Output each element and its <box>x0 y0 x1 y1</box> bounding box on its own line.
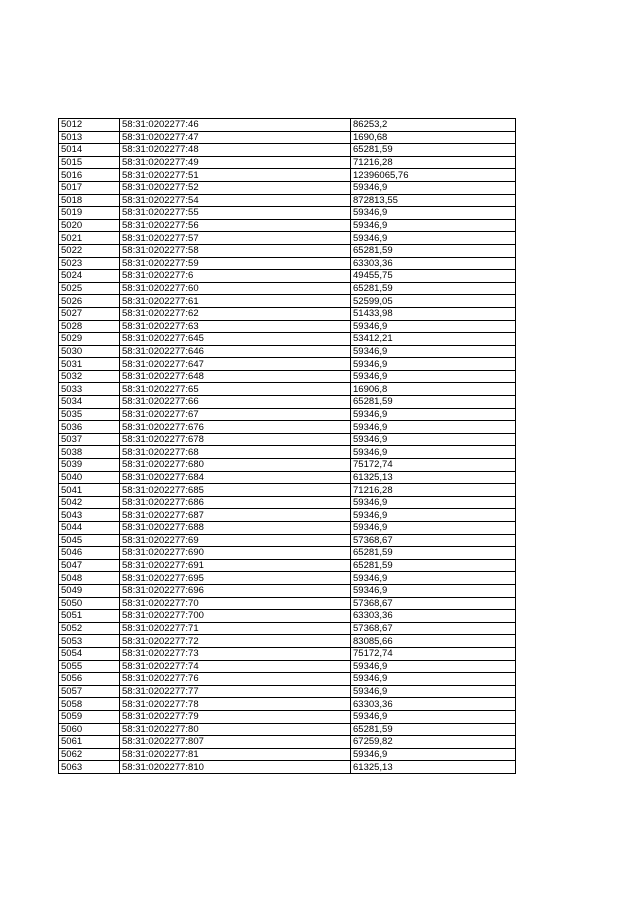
table-row <box>59 610 516 623</box>
cadastral-number-cell: 58:31:0202277:71 <box>120 622 351 635</box>
table-row <box>59 698 516 711</box>
cadastral-number-cell: 58:31:0202277:63 <box>120 320 351 333</box>
table-row <box>59 685 516 698</box>
table-row <box>59 748 516 761</box>
cadastral-number-cell: 58:31:0202277:687 <box>120 509 351 522</box>
row-number-cell: 5039 <box>59 459 120 472</box>
cadastral-number-cell: 58:31:0202277:685 <box>120 484 351 497</box>
cadastral-number-cell: 58:31:0202277:807 <box>120 736 351 749</box>
cadastral-number-cell: 58:31:0202277:76 <box>120 673 351 686</box>
cadastral-number-cell: 58:31:0202277:684 <box>120 471 351 484</box>
table-row <box>59 647 516 660</box>
table-row <box>59 522 516 535</box>
value-cell: 67259,82 <box>351 736 516 749</box>
value-cell: 65281,59 <box>351 559 516 572</box>
row-number-cell: 5047 <box>59 559 120 572</box>
table-row <box>59 295 516 308</box>
row-number-cell: 5040 <box>59 471 120 484</box>
row-number-cell: 5028 <box>59 320 120 333</box>
table-row <box>59 219 516 232</box>
table-row <box>59 131 516 144</box>
value-cell: 59346,9 <box>351 433 516 446</box>
row-number-cell: 5016 <box>59 169 120 182</box>
value-cell: 63303,36 <box>351 698 516 711</box>
cadastral-number-cell: 58:31:0202277:51 <box>120 169 351 182</box>
row-number-cell: 5060 <box>59 723 120 736</box>
value-cell: 59346,9 <box>351 710 516 723</box>
value-cell: 59346,9 <box>351 207 516 220</box>
row-number-cell: 5035 <box>59 408 120 421</box>
row-number-cell: 5043 <box>59 509 120 522</box>
row-number-cell: 5034 <box>59 396 120 409</box>
row-number-cell: 5053 <box>59 635 120 648</box>
cadastral-number-cell: 58:31:0202277:70 <box>120 597 351 610</box>
table-row <box>59 622 516 635</box>
table-row <box>59 207 516 220</box>
row-number-cell: 5024 <box>59 270 120 283</box>
table-row <box>59 257 516 270</box>
cadastral-number-cell: 58:31:0202277:78 <box>120 698 351 711</box>
row-number-cell: 5015 <box>59 156 120 169</box>
value-cell: 872813,55 <box>351 194 516 207</box>
table-row <box>59 320 516 333</box>
table-row <box>59 144 516 157</box>
row-number-cell: 5026 <box>59 295 120 308</box>
row-number-cell: 5038 <box>59 446 120 459</box>
value-cell: 63303,36 <box>351 257 516 270</box>
cadastral-number-cell: 58:31:0202277:80 <box>120 723 351 736</box>
value-cell: 59346,9 <box>351 673 516 686</box>
row-number-cell: 5021 <box>59 232 120 245</box>
value-cell: 59346,9 <box>351 181 516 194</box>
value-cell: 59346,9 <box>351 320 516 333</box>
row-number-cell: 5014 <box>59 144 120 157</box>
cadastral-number-cell: 58:31:0202277:66 <box>120 396 351 409</box>
row-number-cell: 5056 <box>59 673 120 686</box>
value-cell: 59346,9 <box>351 509 516 522</box>
cadastral-number-cell: 58:31:0202277:688 <box>120 522 351 535</box>
table-row <box>59 584 516 597</box>
row-number-cell: 5037 <box>59 433 120 446</box>
table-row <box>59 370 516 383</box>
table-row <box>59 383 516 396</box>
table-row <box>59 446 516 459</box>
table-row <box>59 433 516 446</box>
row-number-cell: 5013 <box>59 131 120 144</box>
row-number-cell: 5031 <box>59 358 120 371</box>
cadastral-number-cell: 58:31:0202277:77 <box>120 685 351 698</box>
cadastral-number-cell: 58:31:0202277:6 <box>120 270 351 283</box>
table-body <box>59 119 516 774</box>
row-number-cell: 5022 <box>59 244 120 257</box>
cadastral-number-cell: 58:31:0202277:69 <box>120 534 351 547</box>
row-number-cell: 5055 <box>59 660 120 673</box>
row-number-cell: 5025 <box>59 282 120 295</box>
value-cell: 65281,59 <box>351 723 516 736</box>
value-cell: 59346,9 <box>351 421 516 434</box>
row-number-cell: 5029 <box>59 333 120 346</box>
value-cell: 59346,9 <box>351 685 516 698</box>
value-cell: 61325,13 <box>351 471 516 484</box>
cadastral-number-cell: 58:31:0202277:79 <box>120 710 351 723</box>
table-row <box>59 509 516 522</box>
row-number-cell: 5030 <box>59 345 120 358</box>
value-cell: 61325,13 <box>351 761 516 774</box>
table-row <box>59 396 516 409</box>
value-cell: 59346,9 <box>351 584 516 597</box>
cadastral-number-cell: 58:31:0202277:72 <box>120 635 351 648</box>
cadastral-number-cell: 58:31:0202277:810 <box>120 761 351 774</box>
row-number-cell: 5062 <box>59 748 120 761</box>
table-row <box>59 723 516 736</box>
row-number-cell: 5027 <box>59 307 120 320</box>
table-row <box>59 244 516 257</box>
value-cell: 65281,59 <box>351 244 516 257</box>
table-row <box>59 572 516 585</box>
value-cell: 59346,9 <box>351 232 516 245</box>
value-cell: 49455,75 <box>351 270 516 283</box>
cadastral-number-cell: 58:31:0202277:54 <box>120 194 351 207</box>
table-row <box>59 307 516 320</box>
value-cell: 59346,9 <box>351 408 516 421</box>
cadastral-number-cell: 58:31:0202277:690 <box>120 547 351 560</box>
cadastral-number-cell: 58:31:0202277:648 <box>120 370 351 383</box>
cadastral-number-cell: 58:31:0202277:46 <box>120 119 351 132</box>
value-cell: 59346,9 <box>351 522 516 535</box>
table-row <box>59 559 516 572</box>
row-number-cell: 5041 <box>59 484 120 497</box>
row-number-cell: 5017 <box>59 181 120 194</box>
table-row <box>59 232 516 245</box>
cadastral-number-cell: 58:31:0202277:74 <box>120 660 351 673</box>
value-cell: 1690,68 <box>351 131 516 144</box>
value-cell: 52599,05 <box>351 295 516 308</box>
table-row <box>59 496 516 509</box>
table-row <box>59 156 516 169</box>
cadastral-number-cell: 58:31:0202277:55 <box>120 207 351 220</box>
table-row <box>59 761 516 774</box>
row-number-cell: 5032 <box>59 370 120 383</box>
value-cell: 86253,2 <box>351 119 516 132</box>
table-row <box>59 333 516 346</box>
table-row <box>59 459 516 472</box>
value-cell: 65281,59 <box>351 144 516 157</box>
value-cell: 57368,67 <box>351 622 516 635</box>
row-number-cell: 5050 <box>59 597 120 610</box>
value-cell: 63303,36 <box>351 610 516 623</box>
value-cell: 71216,28 <box>351 484 516 497</box>
table-row <box>59 194 516 207</box>
row-number-cell: 5012 <box>59 119 120 132</box>
table-row <box>59 736 516 749</box>
cadastral-number-cell: 58:31:0202277:646 <box>120 345 351 358</box>
table-row <box>59 345 516 358</box>
cadastral-number-cell: 58:31:0202277:73 <box>120 647 351 660</box>
value-cell: 51433,98 <box>351 307 516 320</box>
value-cell: 16906,8 <box>351 383 516 396</box>
table-row <box>59 597 516 610</box>
value-cell: 57368,67 <box>351 597 516 610</box>
table-row <box>59 534 516 547</box>
row-number-cell: 5048 <box>59 572 120 585</box>
cadastral-number-cell: 58:31:0202277:59 <box>120 257 351 270</box>
value-cell: 59346,9 <box>351 345 516 358</box>
table-row <box>59 710 516 723</box>
value-cell: 59346,9 <box>351 446 516 459</box>
cadastral-number-cell: 58:31:0202277:60 <box>120 282 351 295</box>
value-cell: 71216,28 <box>351 156 516 169</box>
cadastral-number-cell: 58:31:0202277:58 <box>120 244 351 257</box>
cadastral-number-cell: 58:31:0202277:49 <box>120 156 351 169</box>
row-number-cell: 5036 <box>59 421 120 434</box>
table-row <box>59 282 516 295</box>
value-cell: 53412,21 <box>351 333 516 346</box>
table-row <box>59 169 516 182</box>
value-cell: 59346,9 <box>351 219 516 232</box>
cadastral-number-cell: 58:31:0202277:56 <box>120 219 351 232</box>
value-cell: 65281,59 <box>351 282 516 295</box>
cadastral-number-cell: 58:31:0202277:47 <box>120 131 351 144</box>
cadastral-number-cell: 58:31:0202277:48 <box>120 144 351 157</box>
row-number-cell: 5052 <box>59 622 120 635</box>
table-row <box>59 660 516 673</box>
row-number-cell: 5023 <box>59 257 120 270</box>
cadastral-number-cell: 58:31:0202277:81 <box>120 748 351 761</box>
table-row <box>59 471 516 484</box>
table-row <box>59 421 516 434</box>
cadastral-number-cell: 58:31:0202277:676 <box>120 421 351 434</box>
value-cell: 65281,59 <box>351 547 516 560</box>
cadastral-number-cell: 58:31:0202277:65 <box>120 383 351 396</box>
cadastral-number-cell: 58:31:0202277:696 <box>120 584 351 597</box>
value-cell: 59346,9 <box>351 370 516 383</box>
value-cell: 59346,9 <box>351 496 516 509</box>
cadastral-number-cell: 58:31:0202277:645 <box>120 333 351 346</box>
value-cell: 59346,9 <box>351 660 516 673</box>
cadastral-number-cell: 58:31:0202277:680 <box>120 459 351 472</box>
row-number-cell: 5058 <box>59 698 120 711</box>
cadastral-number-cell: 58:31:0202277:57 <box>120 232 351 245</box>
cadastral-number-cell: 58:31:0202277:686 <box>120 496 351 509</box>
value-cell: 75172,74 <box>351 459 516 472</box>
cadastral-value-table <box>58 118 516 774</box>
value-cell: 59346,9 <box>351 358 516 371</box>
row-number-cell: 5044 <box>59 522 120 535</box>
row-number-cell: 5045 <box>59 534 120 547</box>
table-row <box>59 408 516 421</box>
cadastral-number-cell: 58:31:0202277:68 <box>120 446 351 459</box>
table-row <box>59 673 516 686</box>
row-number-cell: 5061 <box>59 736 120 749</box>
value-cell: 65281,59 <box>351 396 516 409</box>
value-cell: 75172,74 <box>351 647 516 660</box>
table-row <box>59 270 516 283</box>
row-number-cell: 5057 <box>59 685 120 698</box>
cadastral-number-cell: 58:31:0202277:67 <box>120 408 351 421</box>
row-number-cell: 5042 <box>59 496 120 509</box>
cadastral-number-cell: 58:31:0202277:62 <box>120 307 351 320</box>
row-number-cell: 5059 <box>59 710 120 723</box>
row-number-cell: 5020 <box>59 219 120 232</box>
table-row <box>59 181 516 194</box>
cadastral-number-cell: 58:31:0202277:647 <box>120 358 351 371</box>
cadastral-number-cell: 58:31:0202277:52 <box>120 181 351 194</box>
table-row <box>59 119 516 132</box>
table-row <box>59 358 516 371</box>
cadastral-number-cell: 58:31:0202277:695 <box>120 572 351 585</box>
row-number-cell: 5063 <box>59 761 120 774</box>
cadastral-number-cell: 58:31:0202277:700 <box>120 610 351 623</box>
value-cell: 12396065,76 <box>351 169 516 182</box>
cadastral-number-cell: 58:31:0202277:61 <box>120 295 351 308</box>
row-number-cell: 5019 <box>59 207 120 220</box>
row-number-cell: 5051 <box>59 610 120 623</box>
row-number-cell: 5054 <box>59 647 120 660</box>
table-row <box>59 484 516 497</box>
row-number-cell: 5033 <box>59 383 120 396</box>
value-cell: 57368,67 <box>351 534 516 547</box>
value-cell: 83085,66 <box>351 635 516 648</box>
cadastral-number-cell: 58:31:0202277:678 <box>120 433 351 446</box>
table-row <box>59 635 516 648</box>
value-cell: 59346,9 <box>351 572 516 585</box>
table-row <box>59 547 516 560</box>
row-number-cell: 5046 <box>59 547 120 560</box>
row-number-cell: 5018 <box>59 194 120 207</box>
value-cell: 59346,9 <box>351 748 516 761</box>
row-number-cell: 5049 <box>59 584 120 597</box>
cadastral-number-cell: 58:31:0202277:691 <box>120 559 351 572</box>
